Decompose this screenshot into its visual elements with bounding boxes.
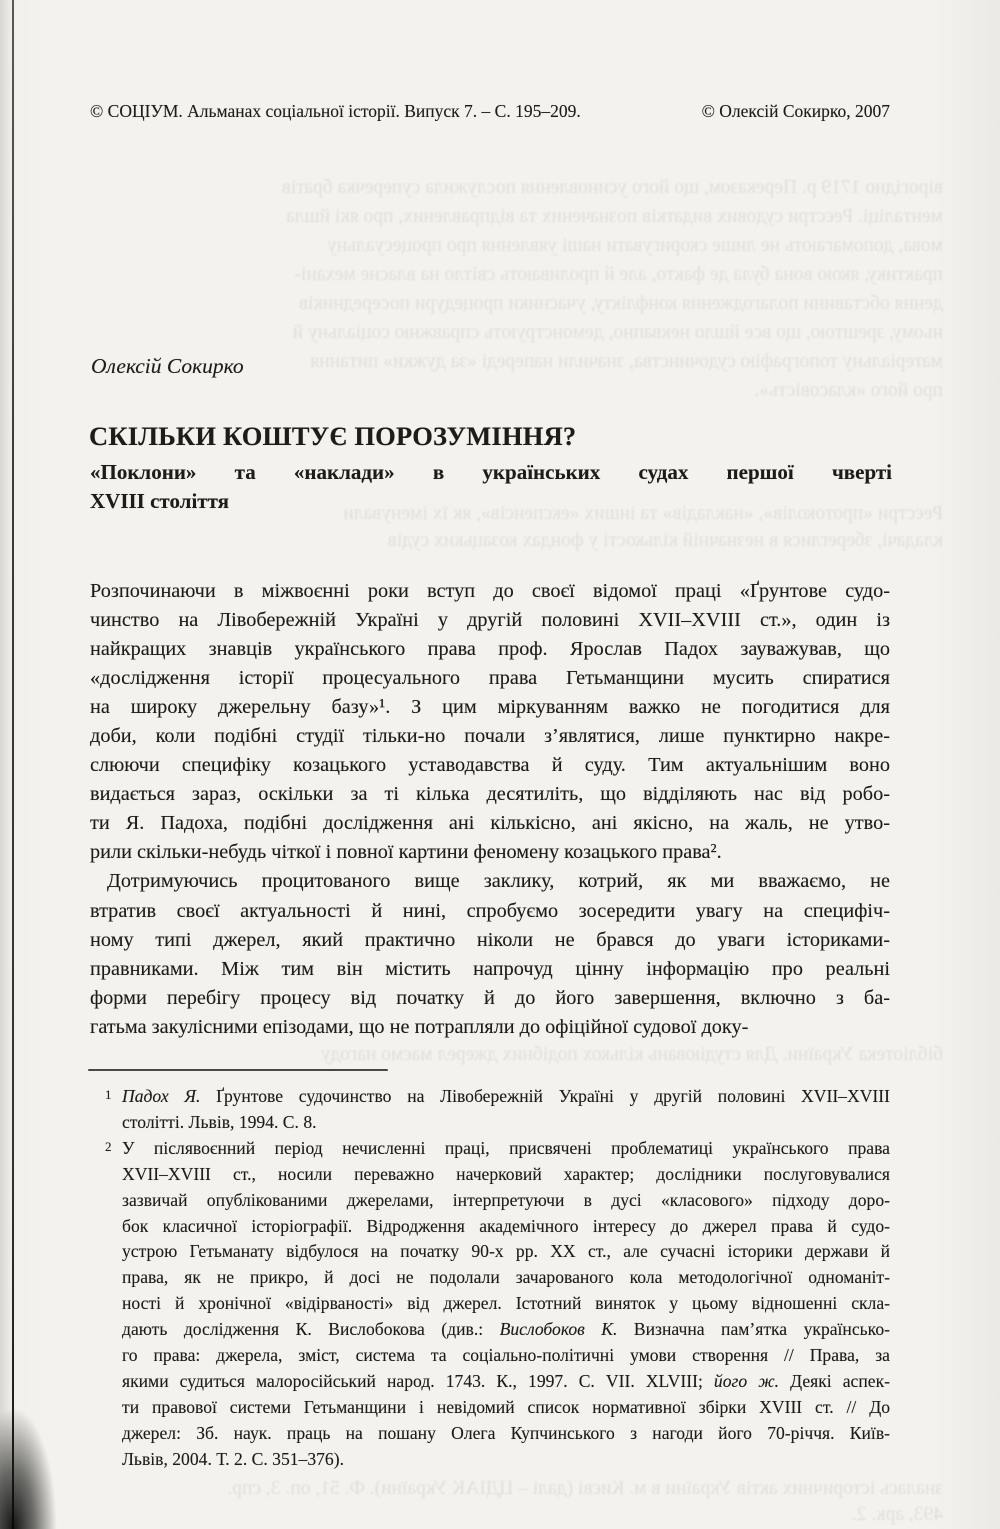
- bleed-through-line: ньому, зрештою, що все йшло неквапно, демонструють справжню соціальну й: [292, 322, 943, 343]
- footnote-line: [122, 1188, 890, 1214]
- body-text-line: видається зараз, оскільки за ті кілька десятиліть, що відділяють нас від робо-: [90, 783, 890, 806]
- footnote-text: У післявоєнний період нечисленні праці, присвячені проблематиці українського права: [122, 1137, 890, 1158]
- footnote-italic-text: Падох Я.: [122, 1086, 201, 1106]
- bleed-through-line: зналась історичних актів України в м. Києві (далі – ЦДІАК України). Ф. 51, оп. 3, спр.: [227, 1478, 943, 1499]
- footnote-text: права, як не прикро, й досі не подолали зачарованого кола методологічної одноманіт-: [122, 1267, 890, 1288]
- footnote-text: устрою Гетьманату відбулося на початку 90-х рр. XX ст., але сучасні історики держави й: [122, 1241, 890, 1262]
- bleed-through-line: кладачі, збереглися в незначній кількості у фондах козацьких судів: [387, 530, 943, 551]
- body-text-line: гатьма закулісними епізодами, що не потрапляли до офіційної судової доку-: [90, 1015, 749, 1038]
- footnote-text: ти правової системи Гетьманщини і невідомий список нормативної збірки XVIII ст. // До: [122, 1396, 890, 1417]
- author-name: Олексій Сокирко: [91, 354, 244, 378]
- bleed-through-line: Реєстри «протоколів», «накладів» та інших «експенсів», як їх іменували: [343, 503, 943, 524]
- body-text-line: доби, коли подібні студії тільки-но почали з’являтися, лише пунктирно накре-: [90, 725, 890, 748]
- body-text-line: втратив своєї актуальності й нині, спробуємо зосередити увагу на специфіч-: [90, 899, 890, 922]
- footnote-text: XVII–XVIII ст., носили переважно начерковий характер; дослідники послуговувалися: [122, 1163, 890, 1184]
- footnote-line: [122, 1343, 890, 1369]
- footnote-line: [122, 1317, 890, 1343]
- body-text-line: слюючи специфіку козацького уставодавства й суду. Тим актуальнішим воно: [90, 754, 890, 777]
- body-text-line: Дотримуючись процитованого вище заклику, котрий, як ми вважаємо, не: [107, 870, 890, 893]
- body-text-line: рили скільки-небудь чіткої і повної картини феномену козацького права².: [90, 841, 722, 864]
- footnote-text: го права: джерела, зміст, система та соціально-політичні умови створення // Права, за: [122, 1345, 890, 1366]
- body-text-line: Розпочинаючи в міжвоєнні роки вступ до своєї відомої праці «Ґрунтове судо-: [90, 580, 890, 602]
- footnote-text: бок класичної історіографії. Відродження академічного інтересу до джерел права й судо-: [122, 1215, 890, 1236]
- footnote-line: [105, 1136, 890, 1162]
- footnote-line: [122, 1110, 890, 1136]
- footnote-line: [122, 1214, 890, 1240]
- article-title: СКІЛЬКИ КОШТУЄ ПОРОЗУМІННЯ?: [89, 421, 577, 451]
- footnote-line: [122, 1162, 890, 1188]
- footnote-italic-text: Вислобоков К.: [499, 1319, 618, 1340]
- footnote-text: зазвичай опублікованими джерелами, інтерпретуючи в дусі «класового» підходу доро-: [122, 1189, 890, 1210]
- copyright-header: [90, 101, 890, 121]
- book-spine-line: [12, 0, 14, 1529]
- footnote-marker: 1: [105, 1087, 112, 1102]
- footnote-text: джерел: Зб. наук. праць на пошану Олега Купчинського з нагоди його 70-річчя. Київ-: [122, 1422, 890, 1443]
- footnote-line: [122, 1447, 890, 1473]
- bleed-through-line: дення обставини полагодження конфлікту, учасники процедури посередників: [298, 293, 943, 314]
- footnote-text: Ґрунтове судочинство на Лівобережній Україні у другій половині XVII–XVIII: [200, 1086, 890, 1106]
- bleed-through-line: вірогідно 1719 р. Переказом, що його усиновлення послужила суперечка братів: [281, 177, 943, 198]
- footnote-text: ності й хронічної «відірваності» від джерел. Істотний виняток у цьому відношенні скла-: [122, 1293, 890, 1314]
- footnote-text: якими судиться малоросійський народ. 1743. К., 1997. С. VII. XLVIII;: [122, 1370, 714, 1391]
- article-subtitle: [90, 458, 892, 516]
- subtitle-line: «Поклони» та «наклади» в українських судах першої чверті: [90, 460, 892, 484]
- binding-shadow: [0, 1399, 60, 1529]
- footnote-line: [122, 1369, 890, 1395]
- bleed-through-line: мова, допомагають не лише скоригувати наші уявлення про процесуальну: [326, 235, 943, 256]
- author-copyright: © Олексій Сокирко, 2007: [701, 101, 890, 121]
- bleed-through-line: матеріальну топографію судочинства, значили напереді «за дужки» питання: [310, 351, 943, 372]
- journal-citation: © СОЦІУМ. Альманах соціальної історії. Випуск 7. – С. 195–209.: [90, 101, 581, 121]
- footnote-italic-text: його ж.: [713, 1370, 780, 1391]
- footnote-separator-rule: [88, 1069, 388, 1071]
- bleed-through-line: практику, якою вона була де факто, але й проливають світло на власне механі-: [294, 264, 943, 285]
- bleed-through-line: про його «класовість».: [754, 380, 943, 401]
- body-text-line: правниками. Між тим він містить напрочуд цінну інформацію про реальні: [90, 957, 890, 980]
- bleed-through-line: 493, арк. 2.: [851, 1504, 943, 1525]
- bleed-through-line: бібліотека України. Для студіювань кількох подібних джерел маємо нагоду: [320, 1044, 943, 1065]
- body-text-line: «дослідження історії процесуального права Гетьманщини мусить спиратися: [90, 667, 890, 690]
- body-text-line: чинство на Лівобережній Україні у другій половині XVII–XVIII ст.», один із: [90, 609, 890, 632]
- footnote-line: [122, 1291, 890, 1317]
- footnote-line: [122, 1421, 890, 1447]
- footnotes-block: [105, 1084, 890, 1473]
- body-text-line: найкращих знавців українського права проф. Ярослав Падох зауважував, що: [90, 638, 890, 661]
- article-body: [90, 577, 890, 1042]
- footnote-line: [122, 1395, 890, 1421]
- footnote-marker: 2: [105, 1138, 112, 1154]
- bleed-through-line: менталіці. Реєстри судових видатків позначених та відправлених, про які йшла: [286, 206, 943, 227]
- footnote-text: столітті. Львів, 1994. С. 8.: [122, 1111, 317, 1132]
- footnote-line: [122, 1265, 890, 1291]
- body-text-line: на широку джерельну базу»¹. З цим міркуванням важко не погодитися для: [90, 696, 890, 719]
- footnote-text: Деякі аспек-: [779, 1370, 890, 1391]
- footnote-text: Львів, 2004. Т. 2. С. 351–376).: [122, 1448, 344, 1469]
- subtitle-line: XVIII століття: [90, 489, 230, 513]
- footnote-line: [122, 1239, 890, 1265]
- body-text-line: форми перебігу процесу від початку й до його завершення, включно з ба-: [90, 986, 890, 1009]
- body-text-line: ному типі джерел, який практично ніколи не брався до уваги істориками-: [90, 928, 890, 951]
- footnote-line: [105, 1084, 890, 1110]
- footnote-text: дають дослідження К. Вислобокова (див.:: [122, 1319, 500, 1340]
- footnote-text: Визначна пам’ятка українсько-: [617, 1319, 890, 1340]
- body-text-line: ти Я. Падоха, подібні дослідження ані кількісно, ані якісно, на жаль, не утво-: [90, 812, 890, 835]
